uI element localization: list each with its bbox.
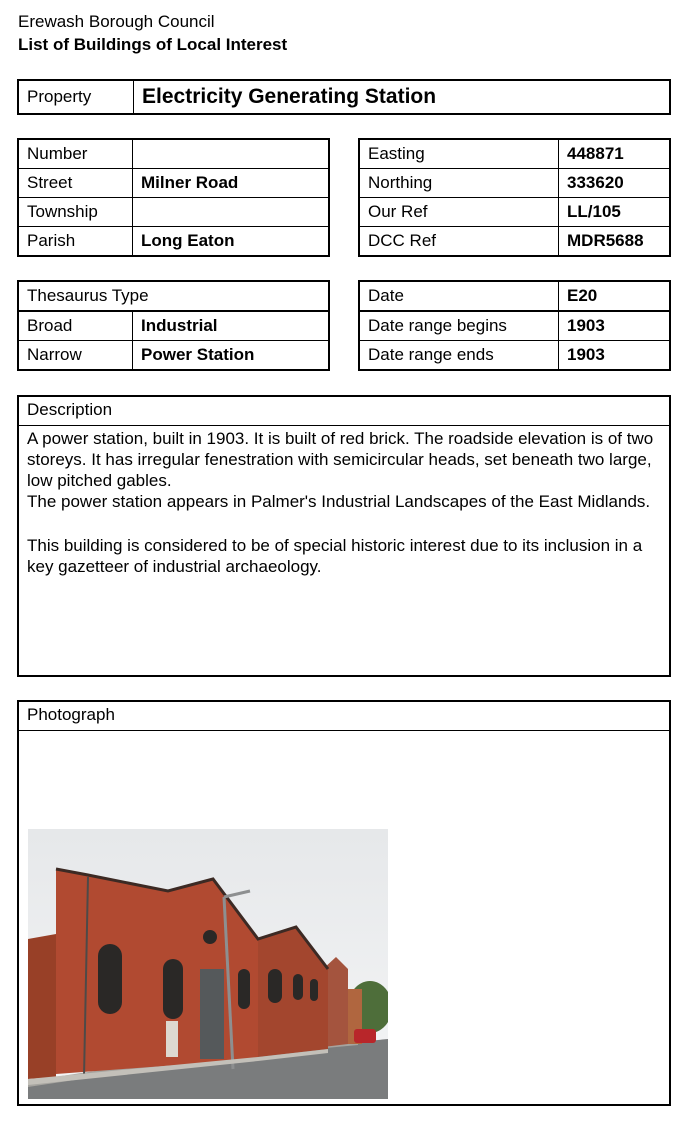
broad-value: Industrial (133, 311, 330, 341)
dates-table (358, 280, 671, 371)
date-label: Date (359, 281, 559, 311)
property-value: Electricity Generating Station (134, 80, 671, 114)
northing-value: 333620 (559, 169, 671, 198)
dcc-ref-label: DCC Ref (359, 227, 559, 257)
thesaurus-table (17, 280, 330, 371)
property-table (17, 79, 671, 115)
description-paragraph: The power station appears in Palmer's Industrial Landscapes of the East Midlands. (27, 492, 651, 511)
photograph-title: Photograph (19, 702, 669, 731)
date-ends-label: Date range ends (359, 341, 559, 371)
number-label: Number (18, 139, 133, 169)
location-table (17, 138, 330, 257)
easting-label: Easting (359, 139, 559, 169)
narrow-label: Narrow (18, 341, 133, 371)
township-label: Township (18, 198, 133, 227)
township-value (133, 198, 330, 227)
council-name: Erewash Borough Council (18, 12, 215, 31)
dcc-ref-value: MDR5688 (559, 227, 671, 257)
street-label: Street (18, 169, 133, 198)
date-ends-value: 1903 (559, 341, 671, 371)
date-begins-value: 1903 (559, 311, 671, 341)
description-title: Description (19, 397, 669, 426)
date-value: E20 (559, 281, 671, 311)
street-value: Milner Road (133, 169, 330, 198)
thesaurus-title: Thesaurus Type (18, 281, 329, 311)
number-value (133, 139, 330, 169)
list-title: List of Buildings of Local Interest (18, 35, 288, 54)
our-ref-value: LL/105 (559, 198, 671, 227)
narrow-value: Power Station (133, 341, 330, 371)
easting-value: 448871 (559, 139, 671, 169)
our-ref-label: Our Ref (359, 198, 559, 227)
building-photo (28, 829, 388, 1099)
northing-label: Northing (359, 169, 559, 198)
description-paragraph: A power station, built in 1903. It is built of red brick. The roadside elevation is of two storeys. It has irregular fenestration with semicircular heads, set beneath two large, low pitched gables. (27, 429, 654, 490)
grid-ref-table (358, 138, 671, 257)
description-paragraph: This building is considered to be of special historic interest due to its inclusion in a key gazetteer of industrial archaeology. (27, 536, 643, 576)
parish-label: Parish (18, 227, 133, 257)
broad-label: Broad (18, 311, 133, 341)
parish-value: Long Eaton (133, 227, 330, 257)
description-panel (17, 395, 671, 677)
date-begins-label: Date range begins (359, 311, 559, 341)
description-body (19, 426, 669, 577)
property-label: Property (18, 80, 134, 114)
